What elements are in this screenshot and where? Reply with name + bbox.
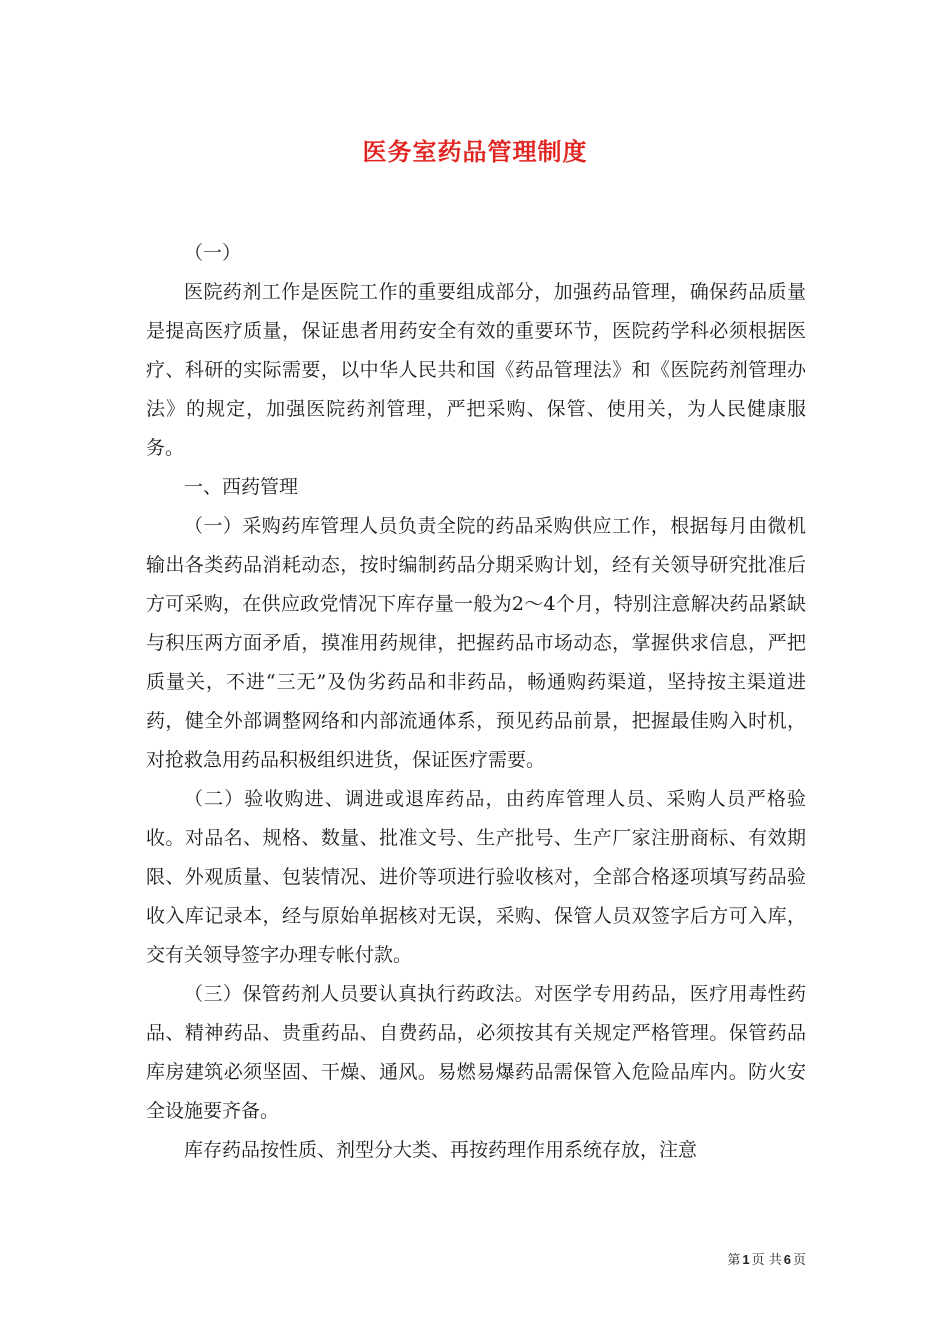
section-marker: （一） (184, 242, 242, 264)
page-footer (727, 1249, 806, 1268)
section-heading: 一、西药管理 (184, 476, 299, 498)
footer-suffix: 页 (792, 1253, 806, 1268)
acceptance-paragraph: （二）验收购进、调进或退库药品，由药库管理人员、采购人员严格验收。对品名、规格、数量、批准文号、生产批号、生产厂家注册商标、有效期限、外观质量、包装情况、进价等项进行验收核对，全部合格逐项填写药品验收入库记录本，经与原始单据核对无误，采购、保管人员双签字后方可入库，交有关领导签字办理专帐付款。 (146, 788, 806, 966)
storage-paragraph: （三）保管药剂人员要认真执行药政法。对医学专用药品，医疗用毒性药品、精神药品、贵重药品、自费药品，必须按其有关规定严格管理。保管药品库房建筑必须坚固、干燥、通风。易燃易爆药品需保管入危险品库内。防火安全设施要齐备。 (146, 983, 806, 1122)
footer-prefix: 第 (727, 1253, 741, 1268)
footer-middle: 页 共 (751, 1253, 782, 1268)
total-page-number: 6 (783, 1252, 791, 1267)
document-title: 医务室药品管理制度 (362, 137, 588, 166)
document-body (146, 234, 806, 1170)
intro-paragraph: 医院药剂工作是医院工作的重要组成部分，加强药品管理，确保药品质量是提高医疗质量，保证患者用药安全有效的重要环节，医院药学科必须根据医疗、科研的实际需要，以中华人民共和国《药品管理法》和《医院药剂管理办法》的规定，加强医院药剂管理，严把采购、保管、使用关，为人民健康服务。 (146, 281, 806, 459)
procurement-paragraph: （一）采购药库管理人员负责全院的药品采购供应工作，根据每月由微机输出各类药品消耗动态，按时编制药品分期采购计划，经有关领导研究批准后方可采购，在供应政党情况下库存量一般为2～4个月，特别注意解决药品紧缺与积压两方面矛盾，摸准用药规律，把握药品市场动态，掌握供求信息，严把质量关，不进“三无”及伪劣药品和非药品，畅通购药渠道，坚持按主渠道进药，健全外部调整网络和内部流通体系，预见药品前景，把握最佳购入时机，对抢救急用药品积极组织进货，保证医疗需要。 (146, 515, 806, 771)
current-page-number: 1 (742, 1252, 750, 1267)
inventory-paragraph: 库存药品按性质、剂型分大类、再按药理作用系统存放，注意 (184, 1139, 698, 1161)
